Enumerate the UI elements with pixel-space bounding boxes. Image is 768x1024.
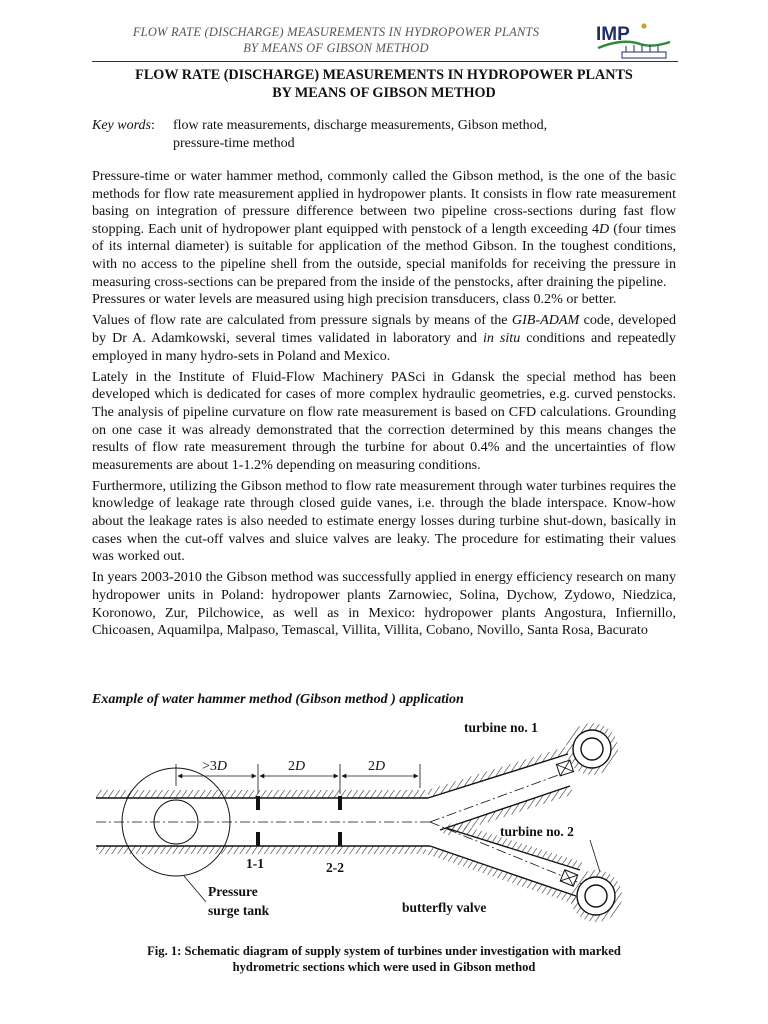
title-line2: BY MEANS OF GIBSON METHOD [272, 84, 496, 101]
keywords-list [173, 117, 673, 153]
section-1-top-marker [256, 796, 260, 810]
imp-logo [592, 18, 678, 62]
label-butterfly-valve: butterfly valve [402, 900, 487, 915]
logo-dot-icon [641, 23, 646, 28]
header-divider [92, 61, 678, 62]
figure-caption [92, 943, 676, 975]
running-header-line2: BY MEANS OF GIBSON METHOD [243, 41, 429, 55]
paragraph-gib-adam: Values of flow rate are calculated from pressure signals by means of the GIB-ADAM code, developed by Dr A. Adamkowski, several times validated in laboratory and in situ conditions and repeatedly employed in many hydro-sets in Poland and Mexico. [92, 312, 676, 364]
section-2-bottom-marker [338, 832, 342, 846]
title-line1: FLOW RATE (DISCHARGE) MEASUREMENTS IN HYDROPOWER PLANTS [135, 67, 633, 83]
logo-letters: IMP [596, 24, 630, 45]
section-1-bottom-marker [256, 832, 260, 846]
label-tank-line2: surge tank [208, 903, 270, 918]
leader-tank [184, 876, 206, 902]
paragraph-leakage: Furthermore, utilizing the Gibson method to flow rate measurement through water turbines requires the knowledge of leakage rate through closed guide vanes, i.e. through the blade interspace. Know-how about the leakage rates is also needed to estimate energy losses during turbine shut-down, basically in cases when the cut-off valves and sluice valves are leaky. The procedure for estimating their values was worked out. [92, 477, 676, 565]
dim-label-2d-b: 2D [368, 759, 386, 774]
turbine1-inner-icon [581, 738, 603, 760]
branch1-outer-wall [428, 746, 568, 798]
keywords-line2: pressure-time method [173, 136, 295, 151]
label-section-1: 1-1 [246, 856, 264, 871]
paragraph-applications: In years 2003-2010 the Gibson method was successfully applied in energy efficiency research on many hydropower units in Poland: hydropower plants Zarnowiec, Solina, Dychow, Zydowo, Niedzica, Koronowo, Zur, Pilchowice, as well as in Mexico: hydropower plants Angostura, Infiernillo, Chicoasen, Aquamilpa, Malpaso, Temascal, Villita, Villita, Cobano, Novillo, Santa Rosa, Bacurato [92, 569, 676, 639]
document-title [92, 67, 676, 102]
keywords-line1: flow rate measurements, discharge measurements, Gibson method, [173, 118, 548, 133]
paragraph-curved-penstocks: Lately in the Institute of Fluid-Flow Machinery PASci in Gdansk the special method has been developed which is dedicated for cases of more complex hydraulic geometries, e.g. curved penstocks. The analysis of pipeline curvature on flow rate measurement is based on CFD calculations. Grounding on one case it was already demonstrated that the correction determined by this means changes the results of flow rate measurement through the turbine for about 0.4% and the uncertainties of flow measurements are about 1-1.2% depending on measuring conditions. [92, 368, 676, 473]
keywords-label: Key words: [92, 118, 155, 133]
dim-label-2d-a: 2D [288, 759, 306, 774]
paragraph-gibson-intro: Pressure-time or water hammer method, commonly called the Gibson method, is the one of the basic methods for flow rate measurement applied in hydropower plants. It consists in flow rate measurement basing on integration of pressure difference between two pipeline cross-sections during fast flow stopping. Each unit of hydropower plant equipped with penstock of a length exceeding 4D (four times of its internal diameter) is suitable for application of the method Gibson. In the toughest conditions, with no access to the pipeline shell from the outside, special manifolds for receiving the pressure in measuring cross-sections can be prepared from the inside of the penstocks, after draining the pipeline. [92, 168, 676, 290]
section-2-top-marker [338, 796, 342, 810]
pipe-upper-wall [96, 790, 426, 798]
running-header [92, 24, 580, 56]
label-section-2: 2-2 [326, 860, 344, 875]
figure-caption-line2: hydrometric sections which were used in Gibson method [232, 960, 536, 974]
body-text [92, 168, 676, 643]
dim-label-3d: >3D [202, 759, 228, 774]
leader-turbine2 [590, 840, 600, 872]
label-turbine1: turbine no. 1 [464, 720, 538, 735]
label-tank-line1: Pressure [208, 884, 258, 899]
pipe-lower-wall [96, 846, 426, 854]
gibson-diagram [90, 710, 694, 942]
label-turbine2: turbine no. 2 [500, 824, 574, 839]
turbine2-inner-icon [585, 885, 607, 907]
paragraph-transducers: Pressures or water levels are measured using high precision transducers, class 0.2% or better. [92, 291, 617, 308]
running-header-line1: FLOW RATE (DISCHARGE) MEASUREMENTS IN HYDROPOWER PLANTS [132, 25, 540, 39]
logo-building-icon [622, 52, 666, 58]
figure-caption-line1: Fig. 1: Schematic diagram of supply system of turbines under investigation with marked [147, 944, 621, 958]
example-caption: Example of water hammer method (Gibson method ) application [92, 692, 464, 707]
